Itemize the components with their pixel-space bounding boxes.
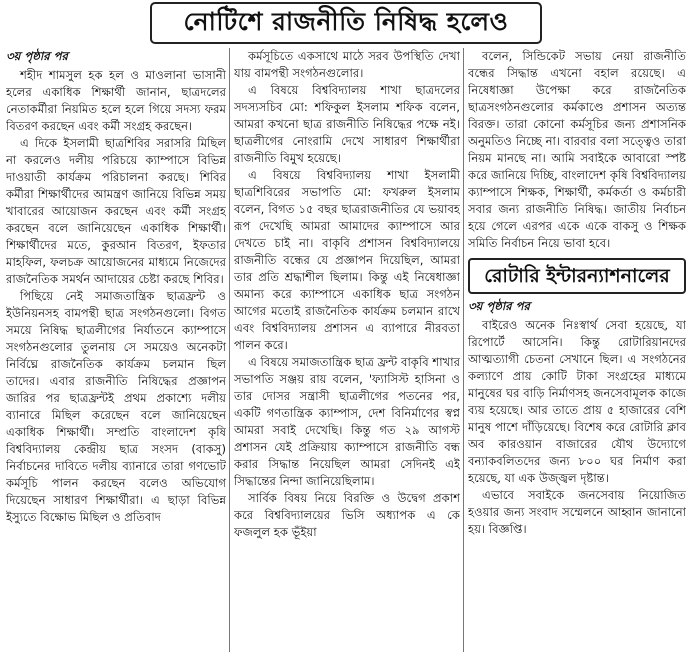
continued-label: ৩য় পৃষ্ঠার পর (468, 299, 530, 313)
column-divider (463, 48, 464, 652)
paragraph: এ বিষয়ে সমাজতান্ত্রিক ছাত্র ফ্রন্ট বাকৃবি শাখার সভাপতি সঞ্জয় রায় বলেন, 'ফ্যাসিস্ট হাসিনা ও তার দোসর সন্ত্রাসী ছাত্রলীগের পতনের পর, একটি গণতান্ত্রিক ক্যাম্পাস, দেশ বিনির্মাণের স্বপ্ন আমরা সবাই দেখেছি। কিন্তু গত ২৯ আগস্ট প্রশাসন যেই প্রক্রিয়ায় ক্যাম্পাসে রাজনীতি বন্ধ করার সিদ্ধান্ত নিয়েছিল আমরা সেদিনই এই সিদ্ধান্তের নিন্দা জানিয়েছিলাম। (234, 355, 460, 488)
headline: নোটিশে রাজনীতি নিষিদ্ধ হলেও (150, 2, 542, 44)
paragraph: পিছিয়ে নেই সমাজতান্ত্রিক ছাত্রফ্রন্ট ও ইউনিয়নসহ বামপন্থী ছাত্র সংগঠনগুলো। বিগত সময়ে নিষিদ্ধ ছাত্রলীগের নির্যাতনে ক্যাম্পাসে সংগঠনগুলোর তুলনায় সে সময়েও অনেকটা নির্বিঘ্নে রাজনৈতিক কার্যক্রম চলমান ছিল তাদের। এবার রাজনীতি নিষিদ্ধের প্রজ্ঞাপন জারির পর ছাত্রফ্রন্টই প্রথম প্রকাশ্যে দলীয় ব্যানারে মিছিল করেছেন বলে জানিয়েছেন একাধিক শিক্ষার্থী। সম্প্রতি বাংলাদেশ কৃষি বিশ্ববিদ্যালয় কেন্দ্রীয় ছাত্র সংসদ (বাকসু) নির্বাচনের দাবিতে দলীয় ব্যানারে তারা গণভোট কর্মসূচি পালন করছেন বলেও অভিযোগ দিয়েছেন সাধারণ শিক্ষার্থীরা। এ ছাড়া বিভিন্ন ইস্যুতে বিক্ষোভ মিছিল ও প্রতিবাদ (6, 289, 226, 524)
paragraph: বলেন, সিন্ডিকেট সভায় নেয়া রাজনীতি বন্ধের সিদ্ধান্ত এখনো বহাল রয়েছে। এ নিষেধাজ্ঞা উপেক্ষা করে রাজনৈতিক ছাত্রসংগঠনগুলোর কর্মকাণ্ডে প্রশাসন অত্যন্ত বিরক্ত। তারা কোনো কর্মসূচির জন্য প্রশাসনিক অনুমতিও নিচ্ছে না। বারবার বলা সত্ত্বেও তারা নিয়ম মানছে না। আমি সবাইকে আবারো স্পষ্ট করে জানিয়ে দিচ্ছি, বাংলাদেশ কৃষি বিশ্ববিদ্যালয় ক্যাম্পাসে শিক্ষক, শিক্ষার্থী, কর্মকর্তা ও কর্মচারী সবার জন্য রাজনীতি নিষিদ্ধ। জাতীয় নির্বাচন হয়ে গেলে এরপর একে একে বাকসু ও শিক্ষক সমিতি নির্বাচন নিয়ে ভাবা হবে। (468, 49, 686, 250)
article-column-2 (234, 48, 460, 656)
paragraph: শহীদ শামসুল হক হল ও মাওলানা ভাসানী হলের একাধিক শিক্ষার্থী জানান, ছাত্রদলের নেতাকর্মীরা নিয়মিত হলে হলে গিয়ে সদস্য ফরম বিতরণ করছেন এবং কর্মী সংগ্রহ করছেন। (6, 68, 226, 133)
paragraph: কর্মসূচিতে একসাথে মাঠে সরব উপস্থিতি দেখা যায় বামপন্থী সংগঠনগুলোর। (234, 49, 460, 80)
paragraph: এ বিষয়ে বিশ্ববিদ্যালয় শাখা ইসলামী ছাত্রশিবিরের সভাপতি মো: ফখরুল ইসলাম বলেন, বিগত ১৫ বছর ছাত্ররাজনীতির যে ভয়াবহ রূপ দেখেছি আমরা আমাদের ক্যাম্পাসে আর দেখতে চাই না। বাকৃবি প্রশাসন বিশ্ববিদ্যালয়ে রাজনীতি বন্ধের যে প্রজ্ঞাপন দিয়েছিল, আমরা তার প্রতি শ্রদ্ধাশীল ছিলাম। কিন্তু এই নিষেধাজ্ঞা অমান্য করে ক্যাম্পাসে একাধিক ছাত্র সংগঠন আগের মতোই রাজনৈতিক কার্যক্রম চলমান রাখে এবং বিশ্ববিদ্যালয় প্রশাসন এ ব্যাপারে নীরবতা পালন করে। (234, 168, 460, 352)
continued-label: ৩য় পৃষ্ঠার পর (6, 49, 68, 63)
paragraph: বাইরেও অনেক নিঃস্বার্থ সেবা হয়েছে, যা রিপোর্টে আসেনি। কিন্তু রোটারিয়ানদের আত্মত্যাগী চেতনা সেখানে ছিল। এ সংগঠনের কল্যাণে প্রায় কোটি টাকা সংগ্রহের মাধ্যমে মানুষের ঘর বাড়ি নির্মাণসহ জনসেবামূলক কাজে ব্যয় হয়েছে। আর তাতে প্রায় ৫ হাজারের বেশি মানুষ পাশে দাঁড়িয়েছে। বিশেষ করে রোটারি ক্লাব অব কারওয়ান বাজারের যৌথ উদ্যোগে বন্যাকবলিতদের জন্য ৮০০ ঘর নির্মাণ করা হয়েছে, যা এক উজ্জ্বল দৃষ্টান্ত। (468, 318, 686, 485)
paragraph: এ দিকে ইসলামী ছাত্রশিবির সরাসরি মিছিল না করলেও দলীয় পরিচয়ে ক্যাম্পাসে বিভিন্ন দাওয়াতী কার্যক্রম পরিচালনা করছে। শিবির কর্মীরা শিক্ষার্থীদের আমন্ত্রণ জানিয়ে বিভিন্ন সময় খাবারের আয়োজন করছেন এবং কর্মী সংগ্রহ করছেন বলে জানিয়েছেন একাধিক শিক্ষার্থী। শিক্ষার্থীদের মতে, কুরআন বিতরণ, ইফতার মাহফিল, ফলচক্র আয়োজনের মাধ্যমে নিজেদের রাজনৈতিক সমর্থন আদায়ের চেষ্টা করছে শিবির। (6, 136, 226, 286)
paragraph: সার্বিক বিষয় নিয়ে বিরক্তি ও উদ্বেগ প্রকাশ করে বিশ্ববিদ্যালয়ের ভিসি অধ্যাপক এ কে ফজলুল হক ভূঁইয়া (234, 491, 460, 539)
paragraph: এভাবে সবাইকে জনসেবায় নিয়োজিত হওয়ার জন্য সংবাদ সম্মেলনে আহ্বান জানানো হয়। বিজ্ঞপ্তি। (468, 488, 686, 536)
column-divider (229, 48, 230, 652)
paragraph: এ বিষয়ে বিশ্ববিদ্যালয় শাখা ছাত্রদলের সদস্যসচিব মো: শফিকুল ইসলাম শফিক বলেন, আমরা কখনো ছাত্র রাজনীতি নিষিদ্ধের পক্ষে নই। ছাত্রলীগের নোংরামি দেখে সাধারণ শিক্ষার্থীরা রাজনীতি বিমুখ হয়েছে। (234, 83, 460, 165)
sub-headline: রোটারি ইন্টারন্যাশনালের (468, 258, 686, 294)
article-column-1 (6, 48, 226, 656)
article-column-3 (468, 48, 686, 656)
